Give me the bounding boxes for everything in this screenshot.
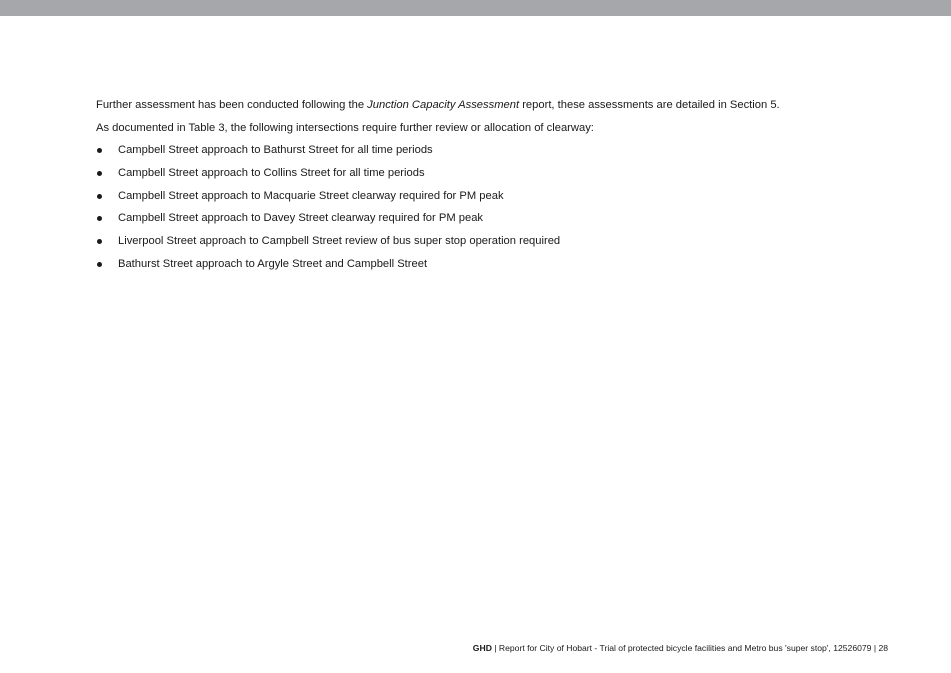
- list-item-text: Campbell Street approach to Macquarie Street clearway required for PM peak: [118, 189, 504, 202]
- paragraph-assessment-start: Further assessment has been conducted following the: [96, 99, 368, 111]
- paragraph-intersections-intro: As documented in Table 3, the following intersections require further review or allocation of clearway:: [96, 121, 594, 134]
- paragraph-assessment-end: report, these assessments are detailed in Section 5.: [519, 99, 780, 111]
- bullet-icon: [97, 171, 102, 176]
- bullet-icon: [97, 148, 102, 153]
- footer-text: | Report for City of Hobart - Trial of protected bicycle facilities and Metro bus 'super stop', 12526079 | 28: [491, 643, 888, 653]
- list-item-text: Campbell Street approach to Collins Street for all time periods: [118, 167, 425, 180]
- list-item: [96, 211, 876, 234]
- page-header-bar: [0, 0, 951, 16]
- list-item-text: Campbell Street approach to Davey Street clearway required for PM peak: [118, 212, 484, 225]
- list-item-text: Campbell Street approach to Bathurst Street for all time periods: [118, 144, 433, 157]
- paragraph-assessment: [96, 98, 876, 121]
- page-footer: [473, 643, 888, 654]
- list-item: [96, 257, 876, 280]
- bullet-icon: [97, 262, 102, 267]
- list-item-text: Liverpool Street approach to Campbell Street review of bus super stop operation required: [118, 235, 561, 248]
- report-title-italic: Junction Capacity Assessment: [367, 99, 520, 111]
- list-item-text: Bathurst Street approach to Argyle Street and Campbell Street: [118, 257, 428, 270]
- bullet-icon: [97, 194, 102, 199]
- document-body: [96, 98, 876, 280]
- bullet-icon: [97, 216, 102, 221]
- list-item: [96, 189, 876, 212]
- bullet-icon: [97, 239, 102, 244]
- list-item: [96, 166, 876, 189]
- list-item: [96, 234, 876, 257]
- intersection-bullet-list: [96, 143, 876, 279]
- list-item: [96, 143, 876, 166]
- footer-brand: GHD: [472, 643, 492, 653]
